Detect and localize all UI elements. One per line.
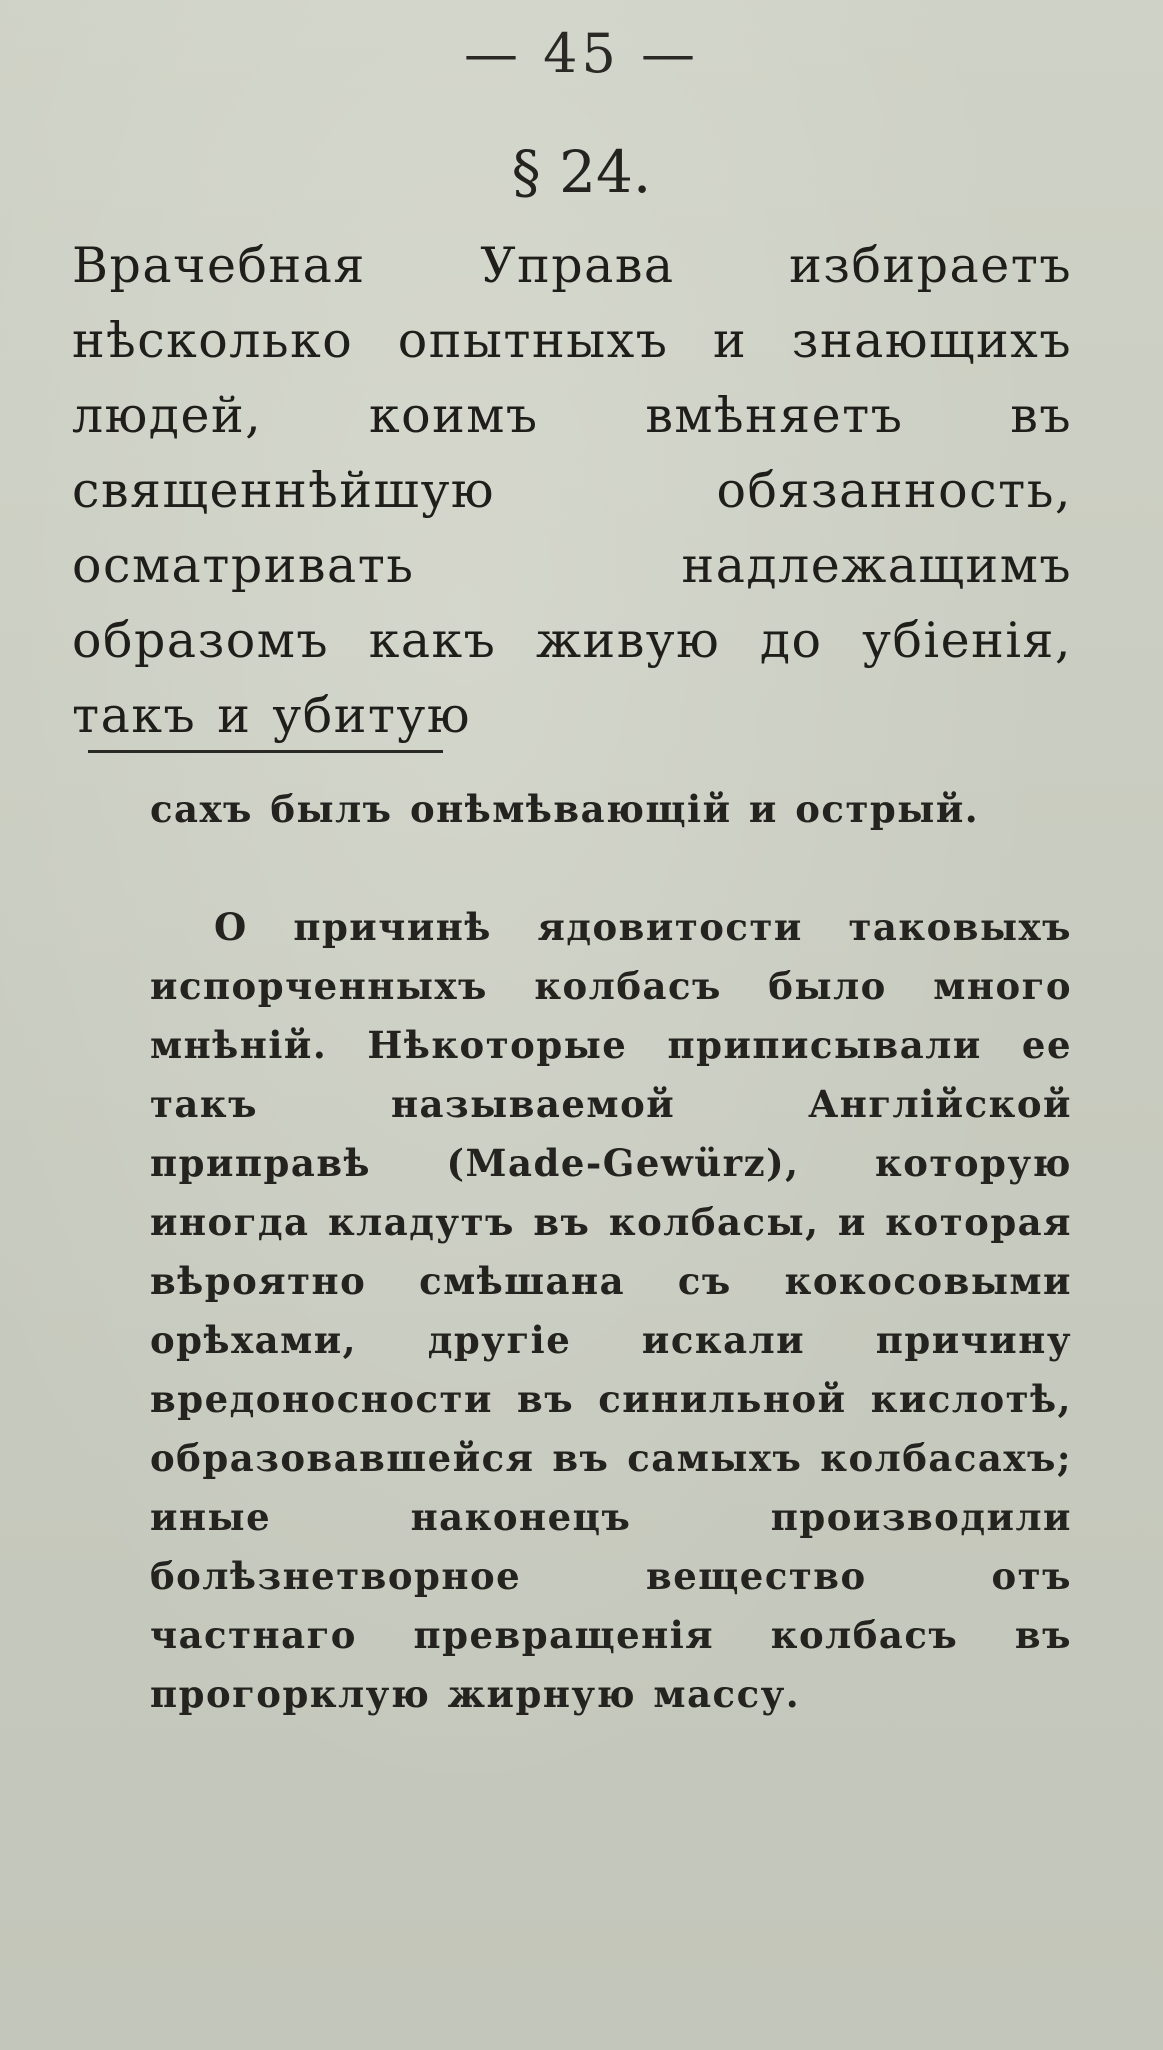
footnote-paragraph: О причинѣ ядовитости таковыхъ испорченныхъ колбасъ было много мнѣній. Нѣкоторые приписывали ее такъ называемой Англійской приправѣ (Made-Gewürz), которую иногда кладутъ въ колбасы, и которая вѣроятно смѣшана съ кокосовыми орѣхами, другіе искали причину вредоносности въ синильной кислотѣ, образовавшейся въ самыхъ колбасахъ; иные наконецъ производили болѣзнетворное вещество отъ частнаго превращенія колбасъ въ прогорклую жирную массу.	[150, 905, 1072, 1716]
section-heading: § 24.	[511, 138, 652, 206]
main-paragraph: Врачебная Управа избираетъ нѣсколько опытныхъ и знающихъ людей, коимъ вмѣняетъ въ священнѣйшую обязанность, осматривать надлежащимъ образомъ какъ живую до убіенія, такъ и убитую	[72, 237, 1072, 744]
footnote-continuation: сахъ былъ онѣмѣвающій и острый.	[150, 787, 980, 831]
page-number: — 45 —	[463, 22, 700, 85]
footnote-divider	[88, 750, 443, 753]
